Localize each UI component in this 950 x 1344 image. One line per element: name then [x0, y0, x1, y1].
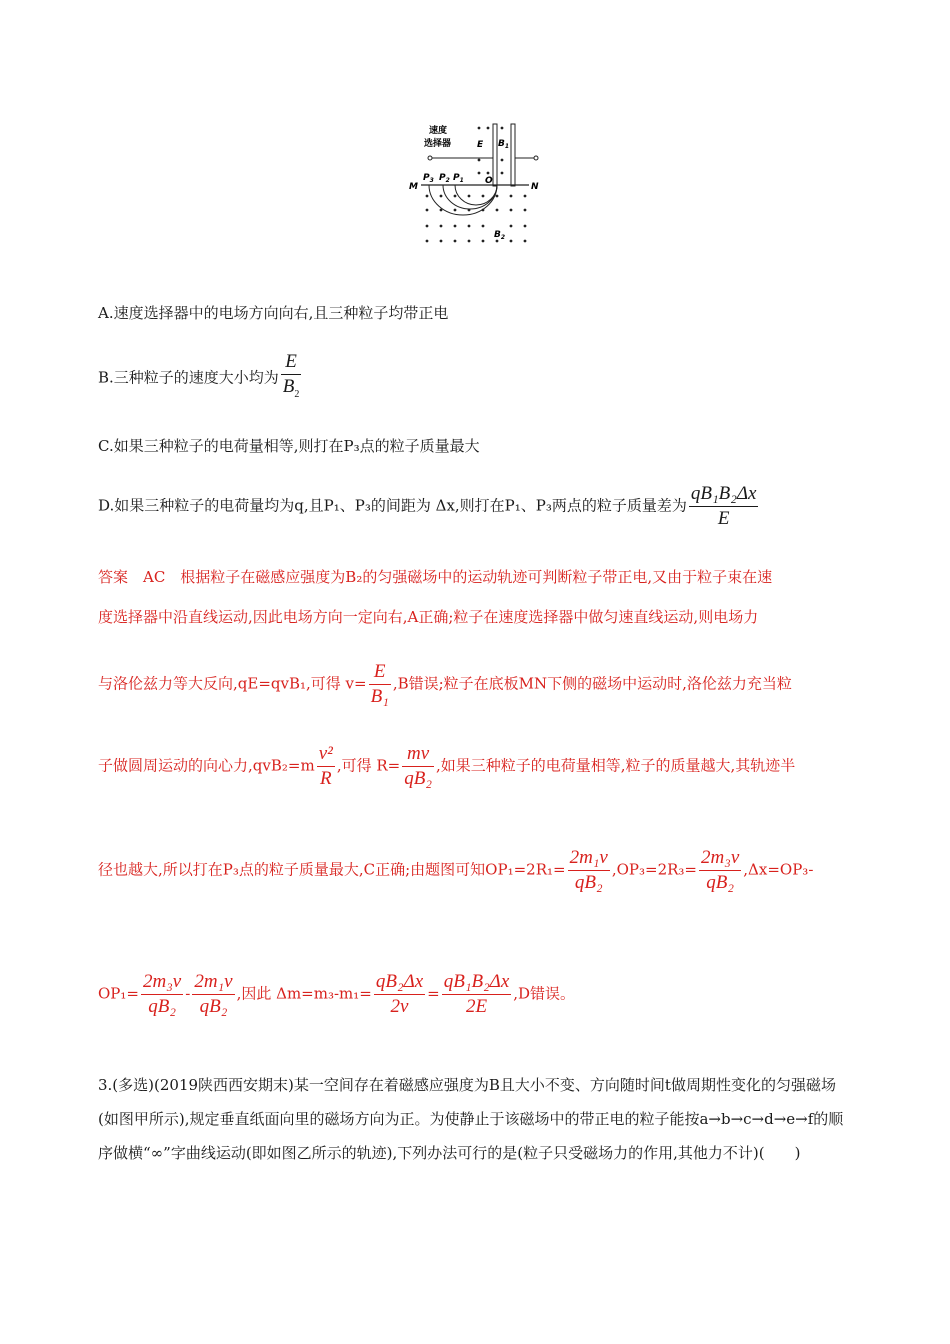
selector-field-dots [478, 127, 504, 175]
answer-line-3: 与洛伦兹力等大反向,qE=qvB₁,可得 v= $\frac{E}{\text{B₁}}$ ,B错误;粒子在底板MN下侧的磁场中运动时,洛伦兹力充当粒 [98, 661, 792, 707]
label-selector-1: 速度 [429, 126, 448, 136]
right-plate [511, 124, 515, 186]
left-terminal [428, 156, 432, 160]
label-N: N [531, 182, 539, 192]
option-b [98, 350, 303, 407]
frac-v2-over-R: $\frac{\text{v²}}{R}$ [318, 743, 333, 789]
frac-qB2dx-over-2v: $\frac{\text{qB₂Δx}}{2v}$ [375, 971, 424, 1017]
option-b-text: B.三种粒子的速度大小均为 [98, 368, 279, 387]
frac-2m3v-over-qB2: $\frac{\text{2m₃v}}{\text{qB₂}}$ [701, 847, 740, 893]
frac-E-over-B1: $\frac{E}{\text{B₁}}$ [370, 661, 389, 707]
right-terminal [534, 156, 538, 160]
option-c: C.如果三种粒子的电荷量相等,则打在P₃点的粒子质量最大 [98, 437, 480, 455]
label-O: O [485, 176, 493, 186]
velocity-selector-diagram [405, 120, 545, 250]
label-P1: $P_1$ [453, 173, 464, 184]
option-d [98, 482, 760, 531]
option-a: A.速度选择器中的电场方向向右,且三种粒子均带正电 [98, 304, 449, 322]
option-d-fraction: $\frac{\text{qB₁B₂Δx}}{E}$ [690, 483, 757, 529]
answer-line-6: OP₁= $\frac{\text{2m₃v}}{\text{qB₂}}$ - $\frac{\text{2m₁v}}{\text{qB₂}}$ ,因此 Δm=m₃-m₁= $\frac{\text{qB₂Δx}}{2v}$ = $\frac{\text{qB₁B₂Δx}}{2E}$ ,D错误。 [98, 971, 576, 1017]
label-B2: $B_2$ [494, 230, 506, 241]
option-b-fraction: $\frac{E}{B_2}$ [282, 351, 300, 400]
frac-2m1v-over-qB2: $\frac{\text{2m₁v}}{\text{qB₂}}$ [569, 847, 608, 893]
label-E: E [477, 140, 484, 150]
frac-mv-over-qB2: $\frac{mv}{\text{qB₂}}$ [404, 743, 432, 789]
label-B1: $B_1$ [498, 139, 510, 150]
answer-line-1: 答案 AC 根据粒子在磁感应强度为B₂的匀强磁场中的运动轨迹可判断粒子带正电,又由于粒子束在速 [98, 568, 773, 586]
label-selector-2: 选择器 [424, 139, 452, 149]
answer-line-4: 子做圆周运动的向心力,qvB₂=m $\frac{\text{v²}}{R}$ ,可得 R= $\frac{mv}{\text{qB₂}}$ ,如果三种粒子的电荷量相等,粒子的质量越大,其轨迹半 [98, 743, 796, 789]
b2-field-dots [426, 195, 527, 243]
left-plate [493, 124, 497, 186]
answer-line-5: 径也越大,所以打在P₃点的粒子质量最大,C正确;由题图可知OP₁=2R₁= $\frac{\text{2m₁v}}{\text{qB₂}}$ ,OP₃=2R₃= $\frac{\text{2m₃v}}{\text{qB₂}}$ ,Δx=OP₃- [98, 847, 814, 893]
frac-2m3v-over-qB2-b: $\frac{\text{2m₃v}}{\text{qB₂}}$ [142, 971, 182, 1017]
frac-qB1B2dx-over-2E: $\frac{\text{qB₁B₂Δx}}{2E}$ [443, 971, 510, 1017]
option-d-text: D.如果三种粒子的电荷量均为q,且P₁、P₃的间距为 Δx,则打在P₁、P₃两点的粒子质量差为 [98, 496, 687, 515]
label-P3: $P_3$ [423, 173, 434, 184]
particle-trajectories [429, 185, 497, 215]
answer-line-2: 度选择器中沿直线运动,因此电场方向一定向右,A正确;粒子在速度选择器中做匀速直线运动,则电场力 [98, 608, 759, 626]
frac-2m1v-over-qB2-b: $\frac{\text{2m₁v}}{\text{qB₂}}$ [194, 971, 233, 1017]
label-P2: $P_2$ [439, 173, 450, 184]
question-3: 3.(多选)(2019陕西西安期末)某一空间存在着磁感应强度为B且大小不变、方向随时间t做周期性变化的匀强磁场(如图甲所示),规定垂直纸面向里的磁场方向为正。为使静止于该磁场中的带正电的粒子能按a→b→c→d→e→f的顺序做横“∞”字曲线运动(即如图乙所示的轨迹),下列办法可行的是(粒子只受磁场力的作用,其他力不计)( ) [98, 1076, 844, 1162]
label-M: M [409, 182, 418, 192]
